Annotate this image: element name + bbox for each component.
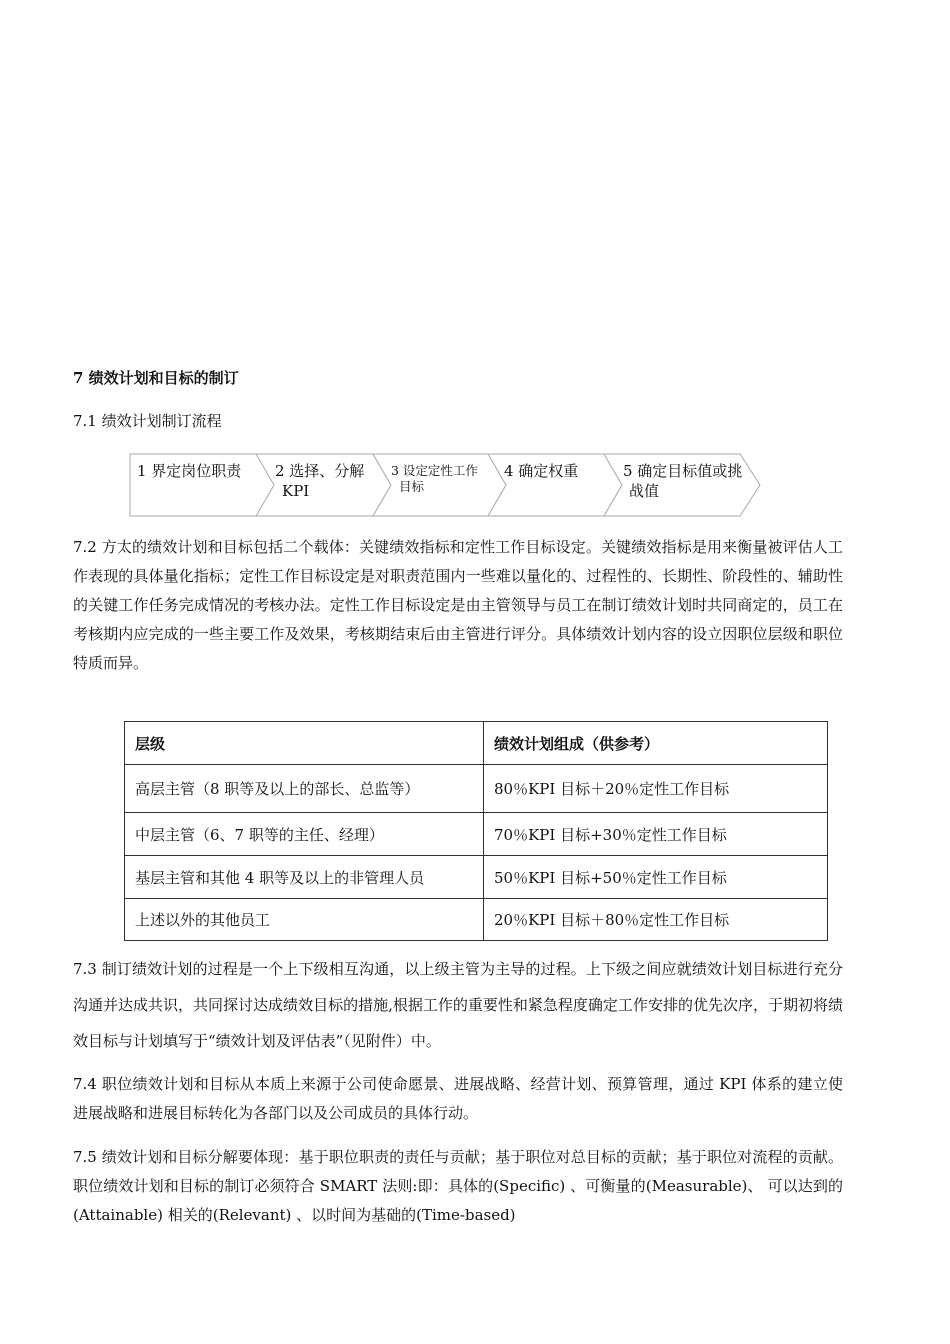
flow-step-3-label: 3 设定定性工作 目标 (391, 463, 478, 494)
table-cell-composition: 70％KPI 目标+30％定性工作目标 (484, 813, 828, 856)
table-cell-composition: 20％KPI 目标＋80％定性工作目标 (484, 899, 828, 941)
table-header-cell: 层级 (125, 722, 484, 765)
paragraph-7-5: 7.5 绩效计划和目标分解要体现：基于职位职责的责任与贡献；基于职位对总目标的贡献；基于职位对流程的贡献。职位绩效计划和目标的制订必须符合 SMART 法则:即：具体的(Specific) 、可衡量的(Measurable)、 可以达到的(Attainable) 相关的(Relevant) 、以时间为基础的(Time-based) (73, 1148, 843, 1224)
level-plan-table (124, 721, 828, 941)
table-cell-level: 上述以外的其他员工 (125, 899, 484, 941)
flow-step-2-label: 2 选择、分解 KPI (275, 462, 365, 500)
table-cell-level: 中层主管（6、7 职等的主任、经理） (125, 813, 484, 856)
table-row (125, 765, 828, 813)
subsection-title-7-1: 7.1 绩效计划制订流程 (73, 412, 222, 430)
table-row (125, 856, 828, 899)
table-cell-level: 高层主管（8 职等及以上的部长、总监等） (125, 765, 484, 813)
table-header-row (125, 722, 828, 765)
section-title: 7 绩效计划和目标的制订 (73, 369, 239, 387)
table-cell-level: 基层主管和其他 4 职等及以上的非管理人员 (125, 856, 484, 899)
table-row (125, 813, 828, 856)
table-cell-composition: 50％KPI 目标+50％定性工作目标 (484, 856, 828, 899)
paragraph-7-3: 7.3 制订绩效计划的过程是一个上下级相互沟通，以上级主管为主导的过程。上下级之间应就绩效计划目标进行充分沟通并达成共识，共同探讨达成绩效目标的措施,根据工作的重要性和紧急程度确定工作安排的优先次序，于期初将绩效目标与计划填写于“绩效计划及评估表”（见附件）中。 (73, 960, 843, 1050)
process-flow (128, 453, 768, 517)
table-cell-composition: 80％KPI 目标＋20％定性工作目标 (484, 765, 828, 813)
paragraph-7-4: 7.4 职位绩效计划和目标从本质上来源于公司使命愿景、进展战略、经营计划、预算管理，通过 KPI 体系的建立使进展战略和进展目标转化为各部门以及公司成员的具体行动。 (73, 1075, 843, 1122)
table-row (125, 899, 828, 941)
flow-step-4-label: 4 确定权重 (504, 462, 579, 480)
flow-step-1-label: 1 界定岗位职责 (137, 462, 242, 480)
flow-step-5-label: 5 确定目标值或挑 战值 (623, 462, 743, 500)
paragraph-7-2: 7.2 方太的绩效计划和目标包括二个载体：关键绩效指标和定性工作目标设定。关键绩效指标是用来衡量被评估人工作表现的具体量化指标；定性工作目标设定是对职责范围内一些难以量化的、过程性的、长期性、阶段性的、辅助性的关键工作任务完成情况的考核办法。定性工作目标设定是由主管领导与员工在制订绩效计划时共同商定的，员工在考核期内应完成的一些主要工作及效果，考核期结束后由主管进行评分。具体绩效计划内容的设立因职位层级和职位特质而异。 (73, 538, 843, 672)
table-header-cell: 绩效计划组成（供参考） (484, 722, 828, 765)
